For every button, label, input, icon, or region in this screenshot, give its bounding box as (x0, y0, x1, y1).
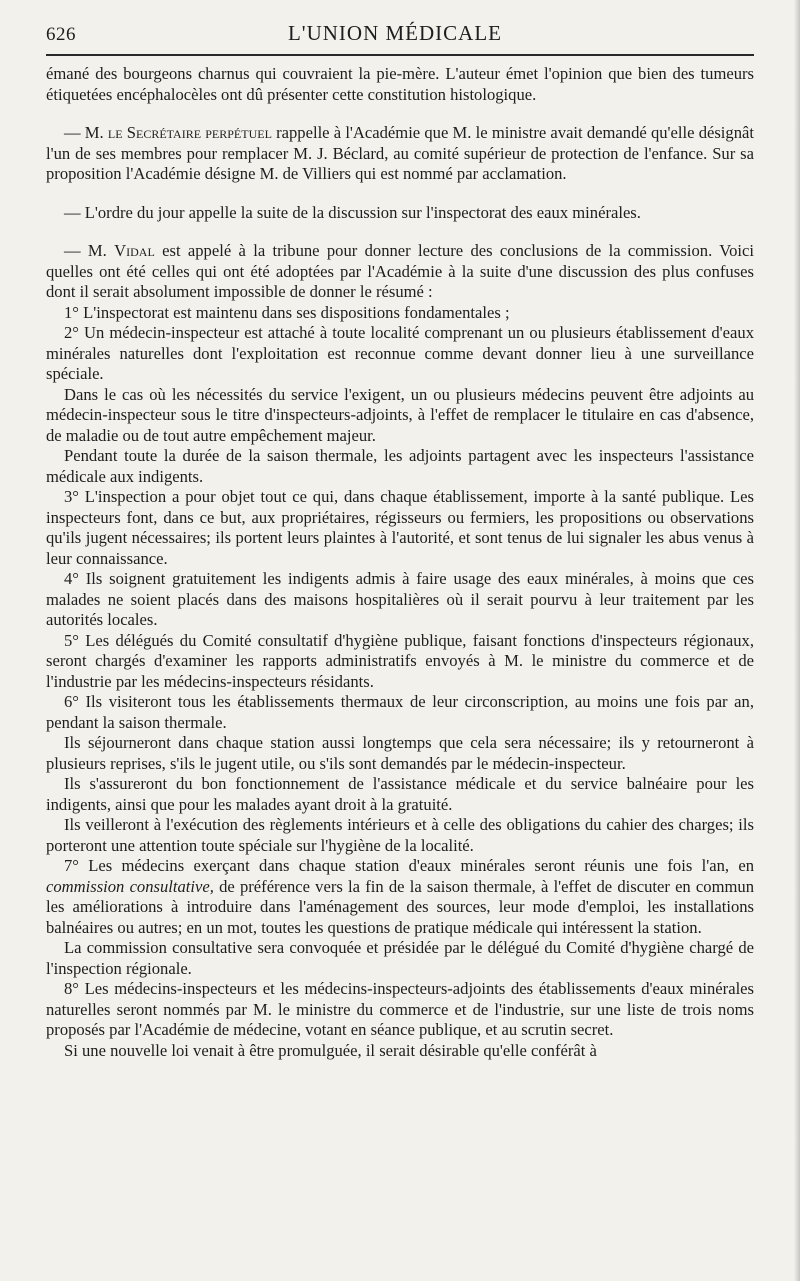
paragraph-text: rappelle à l'Académie que M. le ministre avait demandé qu'elle désignât l'un de ses membres pour remplacer M. J. Béclard, au comité supérieur de protection de l'enfance. Sur sa proposition l'Académie désigne M. de Villiers qui est nommé par acclamation. (46, 123, 754, 183)
conclusion-3: 3° L'inspection a pour objet tout ce qui, dans chaque établissement, importe à la santé publique. Les inspecteurs font, dans ce but, aux propriétaires, régisseurs ou fermiers, les propositions ou observations qu'ils jugent nécessaires; ils portent leurs plaintes à l'autorité, et sont tenus de lui signaler les abus venus à leur connaissance. (46, 487, 754, 568)
italic-term: commission consultative, (46, 876, 214, 896)
paragraph-encephalocele: émané des bourgeons charnus qui couvraient la pie-mère. L'auteur émet l'opinion que bien des tumeurs étiquetées encéphalocèles ont dû présenter cette constitution histologique. (46, 64, 754, 104)
speaker-prefix: — M. (64, 123, 108, 142)
page-gutter-shadow (794, 0, 800, 1281)
running-title: L'UNION MÉDICALE (287, 21, 502, 45)
conclusion-2: 2° Un médecin-inspecteur est attaché à toute localité comprenant un ou plusieurs établissement d'eaux minérales naturelles dont l'exploitation est reconnue comme devant donner lieu à une surveillance spéciale. (46, 323, 754, 383)
conclusion-6-sejour: Ils séjourneront dans chaque station aussi longtemps que cela sera nécessaire; ils y retourneront à plusieurs reprises, s'ils le jugent utile, ou s'ils sont demandés par le médecin-inspecteur. (46, 733, 754, 773)
paragraph-text: de préférence vers la fin de la saison thermale, à l'effet de discuter en commun les améliorations à introduire dans l'aménagement des sources, leur mode d'emploi, les installations balnéaires ou autres; en un mot, toutes les questions de pratique médicale qui intéressent la station. (46, 876, 755, 937)
conclusion-7 (46, 856, 754, 938)
paragraph-text: est appelé à la tribune pour donner lecture des conclusions de la commission. Voici quelles ont été celles qui ont été adoptées par l'Académie à la suite d'une discussion des plus confuses dont il serait absolument impossible de donner le résumé : (46, 241, 754, 301)
conclusion-2-adjoints: Dans le cas où les nécessités du service l'exigent, un ou plusieurs médecins peuvent être adjoints au médecin-inspecteur sous le titre d'inspecteurs-adjoints, à l'effet de remplacer le titulaire en cas d'absence, de maladie ou de tout autre empêchement majeur. (46, 384, 754, 445)
page-number: 626 (46, 24, 76, 45)
paragraph-text: 7° Les médecins exerçant dans chaque station d'eaux minérales seront réunis une fois l'an, en (64, 856, 754, 875)
speaker-name: le Secrétaire perpétuel (107, 123, 272, 142)
article-body (46, 64, 754, 1061)
conclusion-4: 4° Ils soignent gratuitement les indigents admis à faire usage des eaux minérales, à moins que ces malades ne soient placés dans des maisons hospitalières où il serait pourvu à leur traitement par les autorités locales. (46, 569, 754, 629)
conclusion-5: 5° Les délégués du Comité consultatif d'hygiène publique, faisant fonctions d'inspecteurs régionaux, seront chargés d'examiner les rapports administratifs envoyés à M. le ministre du commerce et de l'industrie par les médecins-inspecteurs résidants. (46, 630, 754, 691)
speaker-name: Vidal (114, 241, 155, 260)
conclusion-6-assistance: Ils s'assureront du bon fonctionnement de l'assistance médicale et du service balnéaire pour les indigents, ainsi que pour les malades ayant droit à la gratuité. (46, 774, 754, 814)
paragraph-vidal (46, 241, 754, 303)
page-header (46, 10, 754, 46)
paragraph-ordre-du-jour: — L'ordre du jour appelle la suite de la discussion sur l'inspectorat des eaux minérales. (64, 202, 641, 222)
conclusion-8: 8° Les médecins-inspecteurs et les médecins-inspecteurs-adjoints des établissements d'eaux minérales naturelles seront nommés par M. le ministre du commerce et de l'industrie, sur une liste de trois noms proposés par l'Académie de médecine, votant en séance publique, et au scrutin secret. (46, 979, 754, 1039)
paragraph-secretaire-perpetuel (46, 123, 754, 185)
conclusion-6: 6° Ils visiteront tous les établissements thermaux de leur circonscription, au moins une fois par an, pendant la saison thermale. (46, 692, 754, 732)
header-rule (46, 54, 754, 56)
conclusion-6-reglements: Ils veilleront à l'exécution des règlements intérieurs et à celle des obligations du cahier des charges; ils porteront une attention toute spéciale sur l'hygiène de la localité. (46, 815, 754, 855)
conclusion-2-saison: Pendant toute la durée de la saison thermale, les adjoints partagent avec les inspecteurs l'assistance médicale aux indigents. (46, 446, 754, 486)
conclusion-1: 1° L'inspectorat est maintenu dans ses dispositions fondamentales ; (64, 302, 510, 322)
conclusion-7-commission: La commission consultative sera convoquée et présidée par le délégué du Comité d'hygiène chargé de l'inspection régionale. (46, 938, 754, 978)
conclusion-8-loi: Si une nouvelle loi venait à être promulguée, il serait désirable qu'elle conférât à (64, 1040, 597, 1060)
speaker-prefix: — M. (64, 241, 115, 260)
